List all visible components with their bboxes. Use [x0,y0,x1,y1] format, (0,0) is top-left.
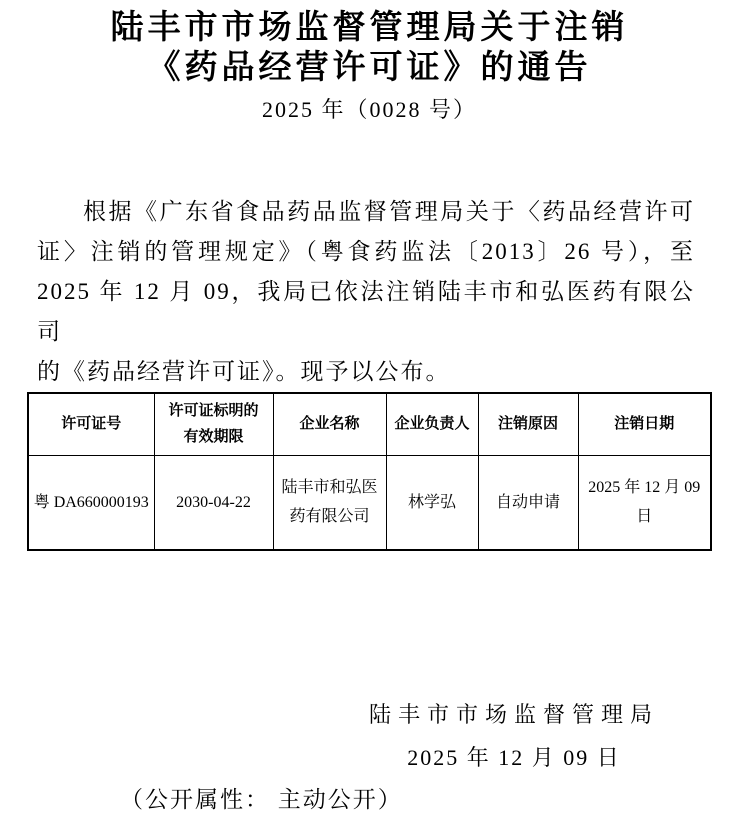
license-revocation-table [27,392,712,551]
title-line-2: 《药品经营许可证》的通告 [147,50,592,86]
document-title [0,8,739,88]
body-paragraph [37,192,695,392]
cell-cancellation-date [578,455,711,550]
cell-company-principal: 林学弘 [386,455,478,550]
cell-cancellation-reason: 自动申请 [478,455,578,550]
header-cancellation-date: 注销日期 [578,393,711,455]
body-line-4: 的《药品经营许可证》。现予以公布。 [37,359,451,384]
signature-block [369,701,659,771]
document-number: 2025 年（0028 号） [261,97,477,122]
cell-company-name [273,455,386,550]
cell-company-name-text: 陆丰市和弘医药有限公司 [281,479,378,526]
header-company-principal: 企业负责人 [386,393,478,455]
header-cancellation-reason: 注销原因 [478,393,578,455]
body-line-2: 证〉注销的管理规定》（粤食药监法〔2013〕26 号），至 [37,239,695,264]
publicity-note: （公开属性： 主动公开） [120,787,403,812]
title-line-1: 陆丰市市场监督管理局关于注销 [110,10,629,46]
table-header-row [28,393,711,455]
header-company-name: 企业名称 [273,393,386,455]
header-license-number: 许可证号 [28,393,154,455]
cell-validity-period: 2030-04-22 [154,455,273,550]
cell-cancellation-date-text: 2025 年 12 月 09 日 [588,479,701,526]
signature-date: 2025 年 12 月 09 日 [407,745,621,770]
cell-license-number: 粤 DA660000193 [28,455,154,550]
body-line-1: 根据《广东省食品药品监督管理局关于〈药品经营许可 [83,199,695,224]
header-validity-period-label: 许可证标明的有效期限 [168,402,259,446]
signature-organization: 陆丰市市场监督管理局 [368,702,659,727]
header-validity-period [154,393,273,455]
table-row [28,455,711,550]
body-line-3: 2025 年 12 月 09，我局已依法注销陆丰市和弘医药有限公司 [37,279,695,344]
